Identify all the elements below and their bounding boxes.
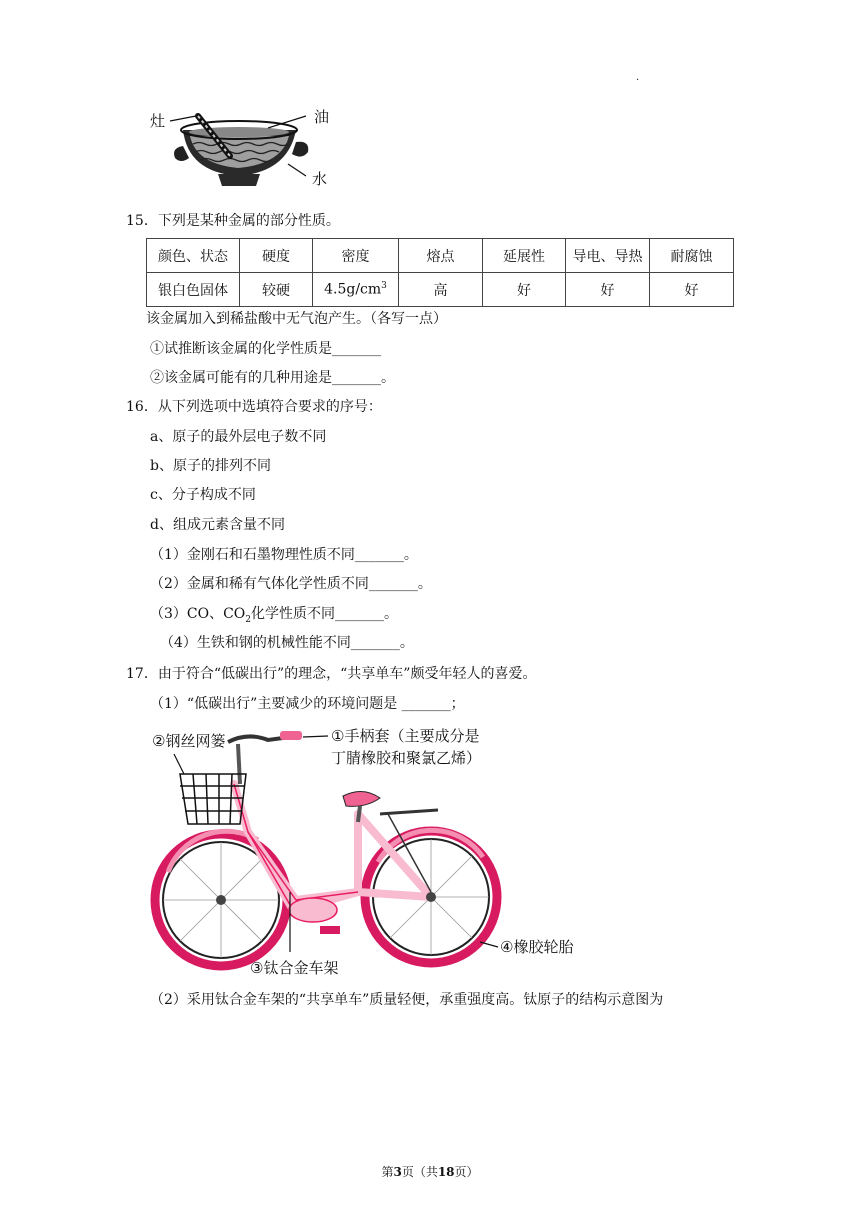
footer-total-pages: 18 xyxy=(437,1165,455,1179)
footer-prefix: 第 xyxy=(381,1165,394,1179)
frame-label: ③钛合金车架 xyxy=(250,959,339,977)
density-value: 4.5g/cm xyxy=(324,281,382,298)
q16-sub1: （1）金刚石和石墨物理性质不同_______。 xyxy=(150,547,418,563)
q16-sub4: （4）生铁和钢的机械性能不同_______。 xyxy=(160,635,414,651)
page-footer xyxy=(0,1162,860,1182)
density-superscript: 3 xyxy=(381,281,387,292)
co2-subscript: 2 xyxy=(245,614,252,625)
table-cell: 好 xyxy=(566,273,650,307)
q16-sub3-suffix: 化学性质不同_______。 xyxy=(251,606,399,622)
table-header-cell: 延展性 xyxy=(483,239,566,273)
table-header-cell: 熔点 xyxy=(399,239,483,273)
water-label: 水 xyxy=(312,170,328,188)
q17-sub1: （1）“低碳出行”主要减少的环境问题是 _______； xyxy=(150,696,465,712)
footer-suffix: 页） xyxy=(454,1165,479,1179)
grip-label-line1: ①手柄套（主要成分是 xyxy=(331,727,480,745)
table-header-cell: 颜色、状态 xyxy=(147,239,240,273)
metal-properties-table xyxy=(146,238,734,307)
q17-title: 17．由于符合“低碳出行”的理念，“共享单车”颇受年轻人的喜爱。 xyxy=(126,666,537,682)
q16-sub3 xyxy=(150,604,398,630)
q16-option-d: d、组成元素含量不同 xyxy=(150,517,285,533)
top-mark: . xyxy=(636,72,640,83)
footer-page-number: 3 xyxy=(393,1165,402,1179)
q16-option-a: a、原子的最外层电子数不同 xyxy=(150,429,327,445)
q15-item2: ②该金属可能有的几种用途是_______。 xyxy=(150,370,395,386)
bowl-illustration xyxy=(148,102,338,192)
grip-label-line2: 丁腈橡胶和聚氯乙烯） xyxy=(331,749,482,767)
table-cell-density xyxy=(313,273,399,307)
q16-title: 16．从下列选项中选填符合要求的序号： xyxy=(126,399,382,415)
table-header-cell: 密度 xyxy=(313,239,399,273)
table-header-cell: 耐腐蚀 xyxy=(650,239,734,273)
q15-note: 该金属加入到稀盐酸中无气泡产生。（各写一点） xyxy=(146,311,447,327)
table-cell: 好 xyxy=(483,273,566,307)
oil-lamp-figure xyxy=(148,102,338,192)
wick-label: 灶 xyxy=(150,112,166,130)
table-header-row xyxy=(147,239,734,273)
q17-sub2: （2）采用钛合金车架的“共享单车”质量轻便，承重强度高。钛原子的结构示意图为 xyxy=(150,992,664,1008)
oil-label: 油 xyxy=(314,108,330,126)
table-cell: 较硬 xyxy=(240,273,313,307)
bicycle-figure xyxy=(148,722,588,980)
table-header-cell: 导电、导热 xyxy=(566,239,650,273)
q15-title: 15．下列是某种金属的部分性质。 xyxy=(126,213,340,229)
table-row xyxy=(147,273,734,307)
table-cell: 高 xyxy=(399,273,483,307)
tire-label: ④橡胶轮胎 xyxy=(500,938,574,956)
basket-label: ②钢丝网篓 xyxy=(152,732,226,750)
q16-sub2: （2）金属和稀有气体化学性质不同_______。 xyxy=(150,576,432,592)
q16-option-b: b、原子的排列不同 xyxy=(150,458,271,474)
q16-option-c: c、分子构成不同 xyxy=(150,487,256,503)
table-cell: 银白色固体 xyxy=(147,273,240,307)
footer-middle: 页（共 xyxy=(401,1165,438,1179)
q16-sub3-prefix: （3）CO、CO xyxy=(150,606,246,622)
q15-item1: ①试推断该金属的化学性质是_______ xyxy=(150,341,381,357)
table-cell: 好 xyxy=(650,273,734,307)
table-header-cell: 硬度 xyxy=(240,239,313,273)
